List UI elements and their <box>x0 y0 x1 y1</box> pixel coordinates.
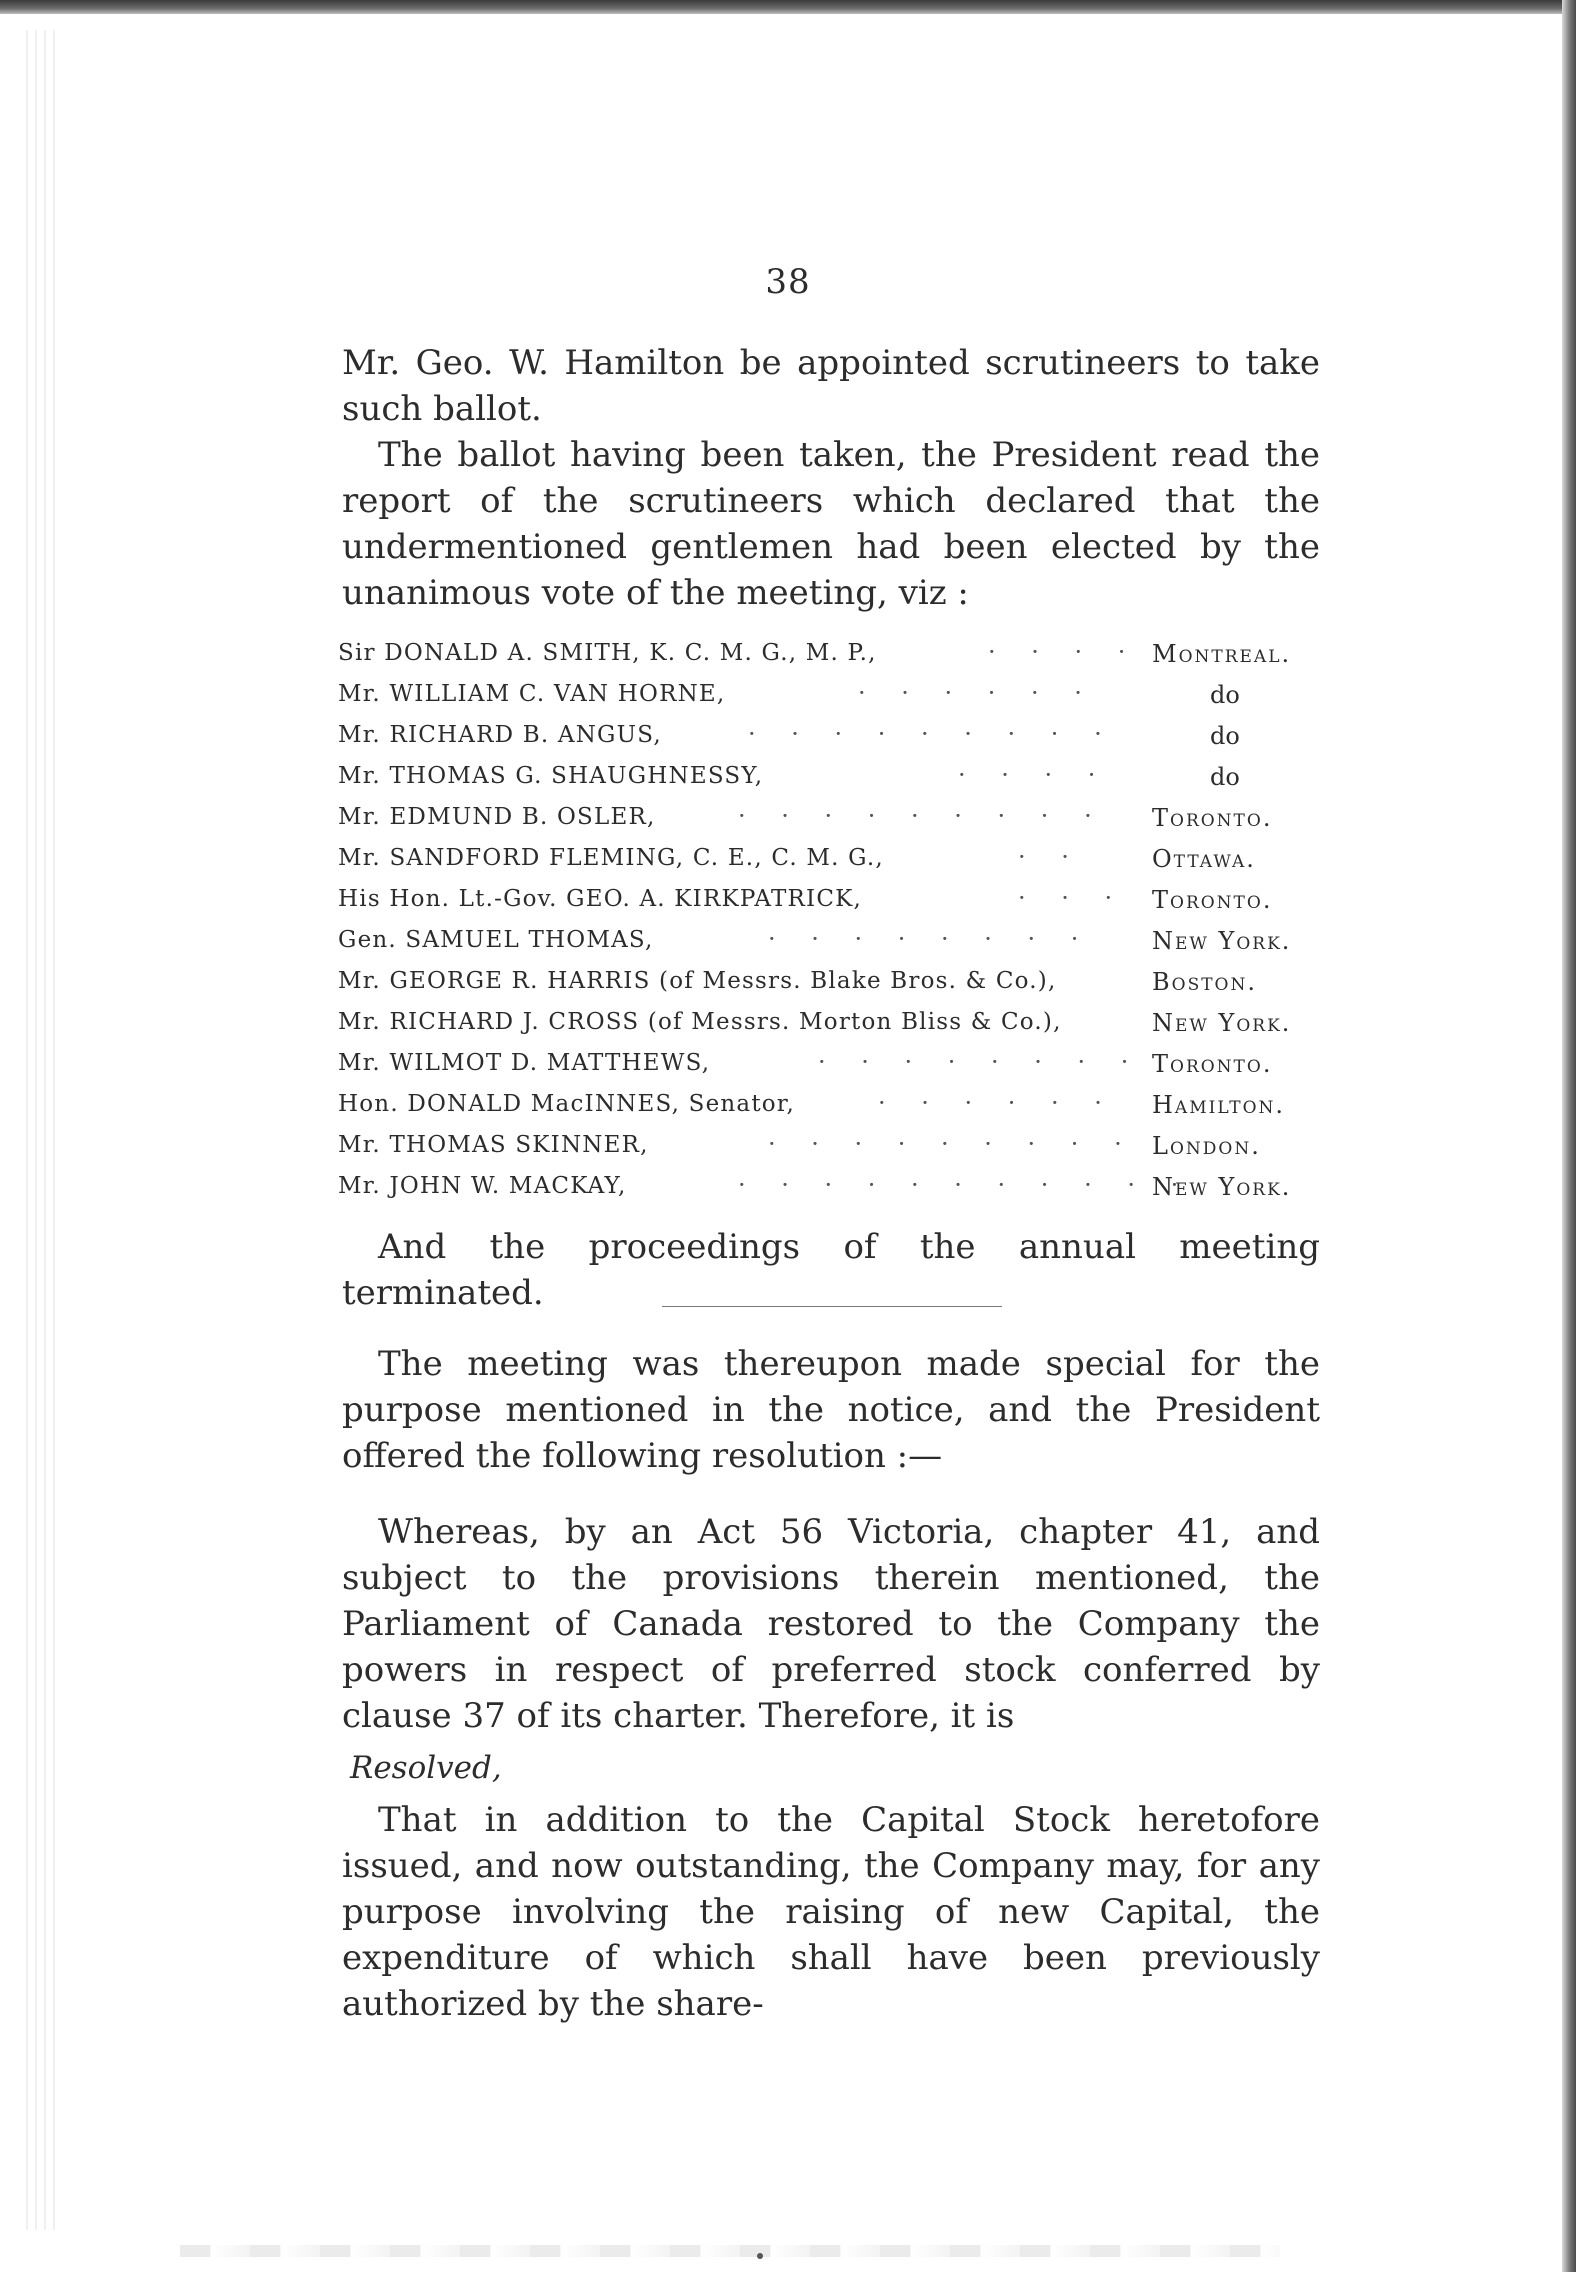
leader-dots: · · · · · · <box>858 679 1096 707</box>
director-name: Mr. RICHARD J. CROSS (of Messrs. Morton Bliss & Co.), <box>338 1009 1062 1035</box>
directors-list <box>338 640 1338 1214</box>
director-row <box>338 1050 1338 1091</box>
director-city: Toronto. <box>1152 886 1273 914</box>
scan-right-border <box>1562 0 1576 2272</box>
director-row <box>338 1173 1338 1214</box>
director-city: Hamilton. <box>1152 1091 1286 1119</box>
director-name: Mr. RICHARD B. ANGUS, <box>338 722 662 748</box>
director-name: Sir DONALD A. SMITH, K. C. M. G., M. P., <box>338 640 877 666</box>
director-city: do <box>1210 722 1240 750</box>
director-row <box>338 681 1338 722</box>
leader-dots: · · · <box>1018 884 1127 912</box>
resolved-label: Resolved, <box>350 1750 502 1786</box>
director-row <box>338 927 1338 968</box>
director-name: Mr. JOHN W. MACKAY, <box>338 1173 627 1199</box>
leader-dots: · · · · · · · · · · · <box>738 1171 1193 1199</box>
director-city: Montreal. <box>1152 640 1292 668</box>
leader-dots: · · · · · · <box>878 1089 1116 1117</box>
leader-dots: · · · · · · · · · <box>738 802 1106 830</box>
director-row <box>338 968 1338 1009</box>
director-city: Toronto. <box>1152 1050 1273 1078</box>
paragraph-ballot-report: The ballot having been taken, the President read the report of the scrutineers which declared that the undermentioned gentlemen had been elected by the unanimous vote of the meeting, viz : <box>342 435 1320 613</box>
director-name: His Hon. Lt.-Gov. GEO. A. KIRKPATRICK, <box>338 886 863 912</box>
director-row <box>338 640 1338 681</box>
director-city: do <box>1210 681 1240 709</box>
director-name: Gen. SAMUEL THOMAS, <box>338 927 654 953</box>
page-edge-stack <box>22 30 60 2230</box>
leader-dots: · · · · · · · · · <box>768 1130 1136 1158</box>
director-name: Hon. DONALD MacINNES, Senator, <box>338 1091 795 1117</box>
director-row <box>338 804 1338 845</box>
scan-top-border <box>0 0 1576 14</box>
scan-speck <box>757 2253 763 2259</box>
director-city: New York. <box>1152 1009 1292 1037</box>
paragraph-resolution: That in addition to the Capital Stock heretofore issued, and now outstanding, the Company may, for any purpose involving the raising of new Capital, the expenditure of which shall have been previously authorized by the share- <box>342 1800 1320 2024</box>
director-name: Mr. GEORGE R. HARRIS (of Messrs. Blake Bros. & Co.), <box>338 968 1057 994</box>
page-number: 38 <box>765 262 811 302</box>
director-city: New York. <box>1152 927 1292 955</box>
director-row <box>338 886 1338 927</box>
director-name: Mr. EDMUND B. OSLER, <box>338 804 656 830</box>
leader-dots: · · · · <box>988 638 1140 666</box>
paragraph-whereas: Whereas, by an Act 56 Victoria, chapter 41, and subject to the provisions therein mentioned, the Parliament of Canada restored to the Company the powers in respect of preferred stock conferred by clause 37 of its charter. Therefore, it is <box>342 1512 1320 1736</box>
paragraph-scrutineers: Mr. Geo. W. Hamilton be appointed scrutineers to take such ballot. <box>342 343 1320 429</box>
director-name: Mr. THOMAS G. SHAUGHNESSY, <box>338 763 764 789</box>
director-row <box>338 845 1338 886</box>
director-city: Toronto. <box>1152 804 1273 832</box>
director-name: Mr. WILLIAM C. VAN HORNE, <box>338 681 726 707</box>
director-city: do <box>1210 763 1240 791</box>
director-city: New York. <box>1152 1173 1292 1201</box>
leader-dots: · · · · · · · · · <box>748 720 1116 748</box>
director-city: Ottawa. <box>1152 845 1256 873</box>
director-row <box>338 1132 1338 1173</box>
director-city: Boston. <box>1152 968 1257 996</box>
director-name: Mr. WILMOT D. MATTHEWS, <box>338 1050 711 1076</box>
leader-dots: · · <box>1018 843 1083 871</box>
paragraph-special-meeting: The meeting was thereupon made special for the purpose mentioned in the notice, and the President offered the following resolution :— <box>342 1344 1320 1476</box>
director-row <box>338 763 1338 804</box>
leader-dots: · · · · · · · · <box>818 1048 1143 1076</box>
director-row <box>338 722 1338 763</box>
paragraph-meeting-terminated: And the proceedings of the annual meeting terminated. <box>342 1227 1320 1313</box>
director-name: Mr. THOMAS SKINNER, <box>338 1132 649 1158</box>
director-city: London. <box>1152 1132 1261 1160</box>
bottom-scan-smudge <box>180 2245 1280 2257</box>
leader-dots: · · · · <box>958 761 1110 789</box>
section-separator <box>662 1306 1002 1307</box>
director-row <box>338 1009 1338 1050</box>
leader-dots: · · · · · · · · <box>768 925 1093 953</box>
director-row <box>338 1091 1338 1132</box>
director-name: Mr. SANDFORD FLEMING, C. E., C. M. G., <box>338 845 884 871</box>
